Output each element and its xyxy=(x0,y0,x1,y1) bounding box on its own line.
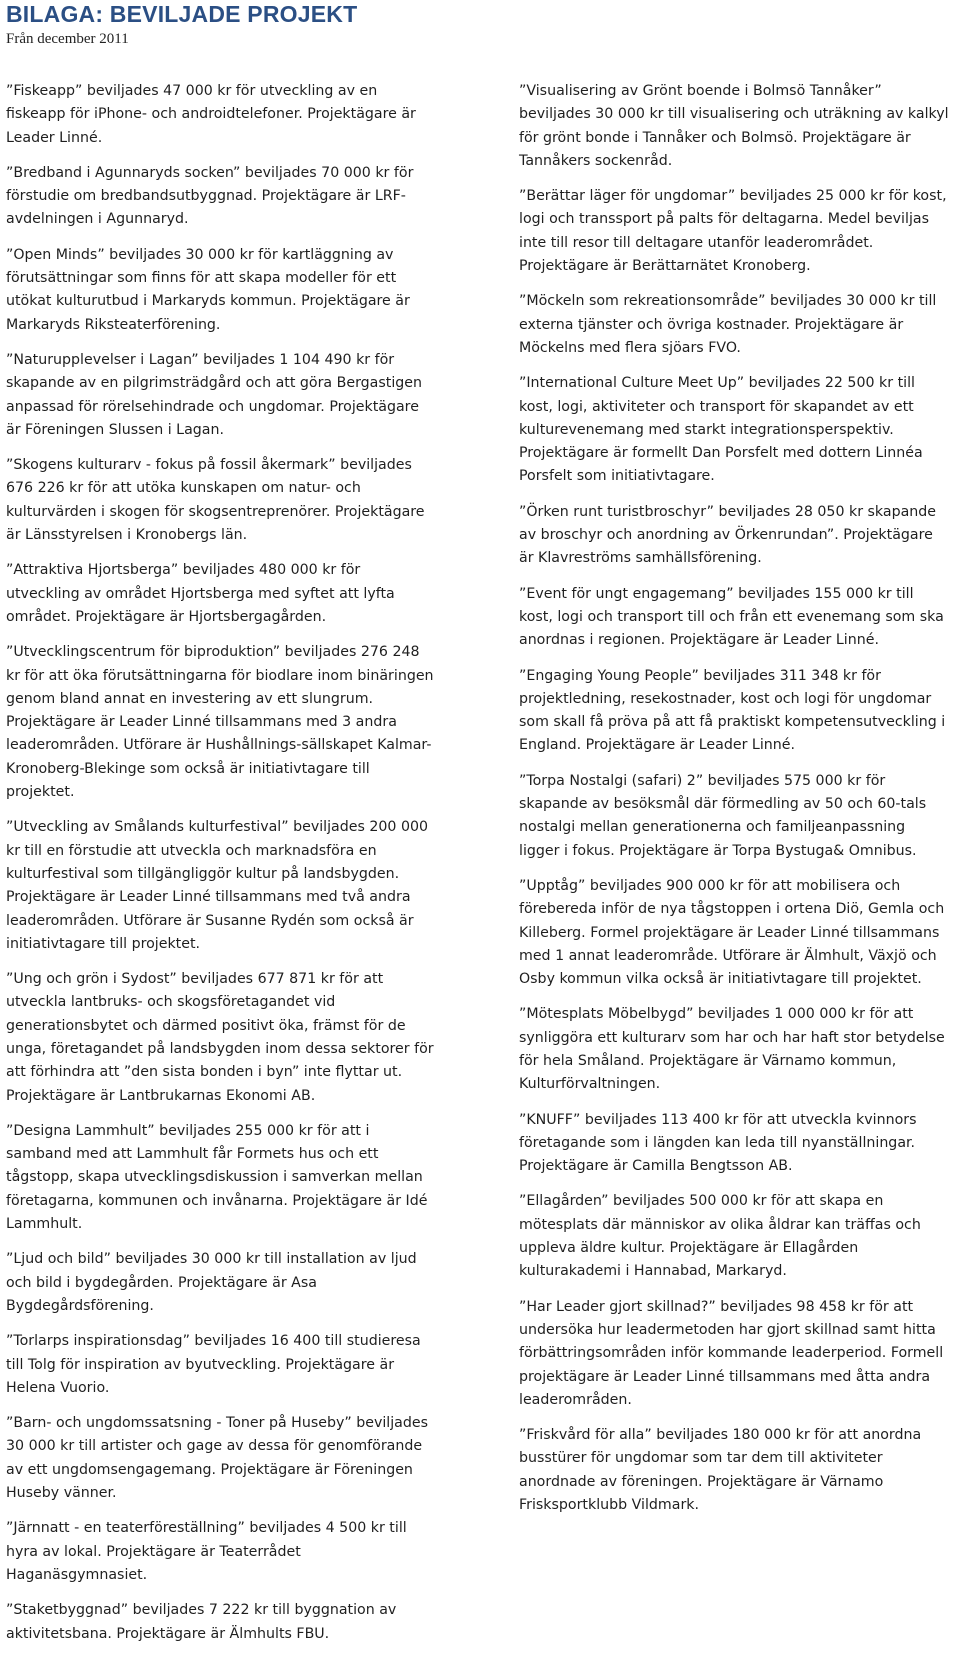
left-column xyxy=(6,80,436,1658)
project-entry: ”Berättar läger för ungdomar” beviljades 25 000 kr för kost, logi och transsport på palts för deltagarna. Medel beviljas inte till resor till deltagare utanför leaderområdet. Projektägare är Berättarnätet Kronoberg. xyxy=(519,188,947,275)
project-entry: ”Fiskeapp” beviljades 47 000 kr för utveckling av en fiskeapp för iPhone- och androidtelefoner. Projektägare är Leader Linné. xyxy=(6,83,416,146)
project-entry: ”Mötesplats Möbelbygd” beviljades 1 000 000 kr för att synliggöra ett kulturarv som har och har haft stor betydelse för hela Småland. Projektägare är Värnamo kommun, Kulturförvaltningen. xyxy=(519,1006,945,1093)
right-column xyxy=(519,80,949,1529)
project-entry: ”KNUFF” beviljades 113 400 kr för att utveckla kvinnors företagande som i längden kan leda till nyanställningar. Projektägare är Camilla Bengtsson AB. xyxy=(519,1111,917,1175)
project-entry: ”Friskvård för alla” beviljades 180 000 kr för att anordna busstürer för ungdomar som tar dem till aktiviteter anordnade av föreningen. Projektägare är Värnamo Frisksportklubb Vildmark. xyxy=(519,1427,922,1514)
project-entry: ”Ellagården” beviljades 500 000 kr för att skapa en mötesplats där människor av olika åldrar kan träffas och uppleva äldre kultur. Projektägare är Ellagården kulturakademi i Hannabad, Markaryd. xyxy=(519,1193,921,1280)
project-entry: ”Ljud och bild” beviljades 30 000 kr till installation av ljud och bild i bygdegården. Projektägare är Asa Bygdegårdsförening. xyxy=(6,1251,417,1314)
project-entry: ”Utveckling av Smålands kulturfestival” beviljades 200 000 kr till en förstudie att utveckla och marknadsföra en kulturfestival som tillgängliggör kultur på landsbygden. Projektägare är Leader Linné tillsammans med två andra leaderområden. Utförare är Susanne Rydén som också är initiativtagare till projektet. xyxy=(6,819,429,952)
project-entry: ”Möckeln som rekreationsområde” beviljades 30 000 kr till externa tjänster och övriga kostnader. Projektägare är Möckelns med flera sjöars FVO. xyxy=(519,293,937,356)
page-subtitle: Från december 2011 xyxy=(6,31,129,47)
project-entry: ”Naturupplevelser i Lagan” beviljades 1 104 490 kr för skapande av en pilgrimsträdgård och att göra Bergastigen anpassad för rörelsehindrade och ungdomar. Projektägare är Föreningen Slussen i Lagan. xyxy=(6,351,422,438)
project-entry: ”Torlarps inspirationsdag” beviljades 16 400 till studieresa till Tolg för inspiration av byutveckling. Projektägare är Helena Vuorio. xyxy=(6,1333,421,1396)
project-entry: ”Utvecklingscentrum för biproduktion” beviljades 276 248 kr för att öka förutsättningarna för biodlare inom binäringen genom bland annat en investering av ett slungrum. Projektägare är Leader Linné tillsammans med 3 andra leaderområden. Utförare är Hushållnings-sällskapet Kalmar-Kronoberg-Blekinge som också är initiativtagare till projektet. xyxy=(6,644,434,801)
project-entry: ”Ung och grön i Sydost” beviljades 677 871 kr för att utveckla lantbruks- och skogsföretagandet vid generationsbytet och därmed positivt öka, främst för de unga, företagandet på landsbygden inom dessa sektorer för att förhindra att ”den sista bonden i byn” inte flyttar ut. Projektägare är Lantbrukarnas Ekonomi AB. xyxy=(6,971,434,1104)
project-entry: ”Har Leader gjort skillnad?” beviljades 98 458 kr för att undersöka hur leadermetoden har gjort skillnad samt hitta förbättringsområden inför kommande leaderperiod. Formell projektägare är Leader Linné tillsammans med åtta andra leaderområden. xyxy=(519,1298,944,1408)
project-entry: ”Attraktiva Hjortsberga” beviljades 480 000 kr för utveckling av området Hjortsberga med syftet att lyfta området. Projektägare är Hjortsbergagården. xyxy=(6,562,395,625)
project-entry: ”Barn- och ungdomssatsning - Toner på Huseby” beviljades 30 000 kr till artister och gage av dessa för genomförande av ett ungdomsengagemang. Projektägare är Föreningen Huseby vänner. xyxy=(6,1415,428,1502)
project-entry: ”Torpa Nostalgi (safari) 2” beviljades 575 000 kr för skapande av besöksmål där förmedling av 50 och 60-tals nostalgi mellan generationerna och familjeanpassning ligger i fokus. Projektägare är Torpa Bystuga& Omnibus. xyxy=(519,772,927,859)
project-entry: ”Designa Lammhult” beviljades 255 000 kr för att i samband med att Lammhult får Formets hus och ett tågstopp, skapa utvecklingsdiskussion i samverkan mellan företagarna, kommunen och invånarna. Projektägare är Idé Lammhult. xyxy=(6,1122,428,1233)
page-title: BILAGA: BEVILJADE PROJEKT xyxy=(6,1,358,27)
project-entry: ”International Culture Meet Up” beviljades 22 500 kr till kost, logi, aktiviteter och transport för skapandet av ett kulturevenemang med starkt integrationsperspektiv. Projektägare är formellt Dan Porsfelt med dottern Linnéa Porsfelt som initiativtagare. xyxy=(519,375,923,485)
project-entry: ”Visualisering av Grönt boende i Bolmsö Tannåker” beviljades 30 000 kr till visualisering och uträkning av kalkyl för grönt bonde i Tannåker och Bolmsö. Projektägare är Tannåkers sockenråd. xyxy=(519,83,949,169)
project-entry: ”Upptåg” beviljades 900 000 kr för att mobilisera och förebereda inför de nya tågstoppen i ortena Diö, Gemla och Killeberg. Formel projektägare är Leader Linné tillsammans med 1 annat leaderområde. Utförare är Älmhult, Växjö och Osby kommun vilka också är initiativtagare till projektet. xyxy=(519,877,945,988)
project-entry: ”Engaging Young People” beviljades 311 348 kr för projektledning, resekostnader, kost och logi för ungdomar som skall få pröva på att få praktiskt kompetensutveckling i England. Projektägare är Leader Linné. xyxy=(519,667,946,754)
project-entry: ”Järnnatt - en teaterföreställning” beviljades 4 500 kr till hyra av lokal. Projektägare är Teaterrådet Haganäsgymnasiet. xyxy=(6,1520,407,1583)
project-entry: ”Open Minds” beviljades 30 000 kr för kartläggning av förutsättningar som finns för att skapa modeller för ett utökat kulturutbud i Markaryds kommun. Projektägare är Markaryds Riksteaterförening. xyxy=(6,246,410,333)
project-entry: ”Event för ungt engagemang” beviljades 155 000 kr till kost, logi och transport till och från ett evenemang som ska anordnas i regionen. Projektägare är Leader Linné. xyxy=(519,585,944,649)
document-header xyxy=(6,0,357,48)
project-entry: ”Bredband i Agunnaryds socken” beviljades 70 000 kr för förstudie om bredbandsutbyggnad. Projektägare är LRF-avdelningen i Agunnaryd. xyxy=(6,164,414,228)
project-entry: ”Örken runt turistbroschyr” beviljades 28 050 kr skapande av broschyr och anordning av Örkenrundan”. Projektägare är Klavreströms samhällsförening. xyxy=(519,503,937,567)
project-entry: ”Skogens kulturarv - fokus på fossil åkermark” beviljades 676 226 kr för att utöka kunskapen om natur- och kulturvärden i skogen för skogsentreprenörer. Projektägare är Länsstyrelsen i Kronobergs län. xyxy=(6,457,425,544)
project-entry: ”Staketbyggnad” beviljades 7 222 kr till byggnation av aktivitetsbana. Projektägare är Älmhults FBU. xyxy=(6,1602,397,1642)
